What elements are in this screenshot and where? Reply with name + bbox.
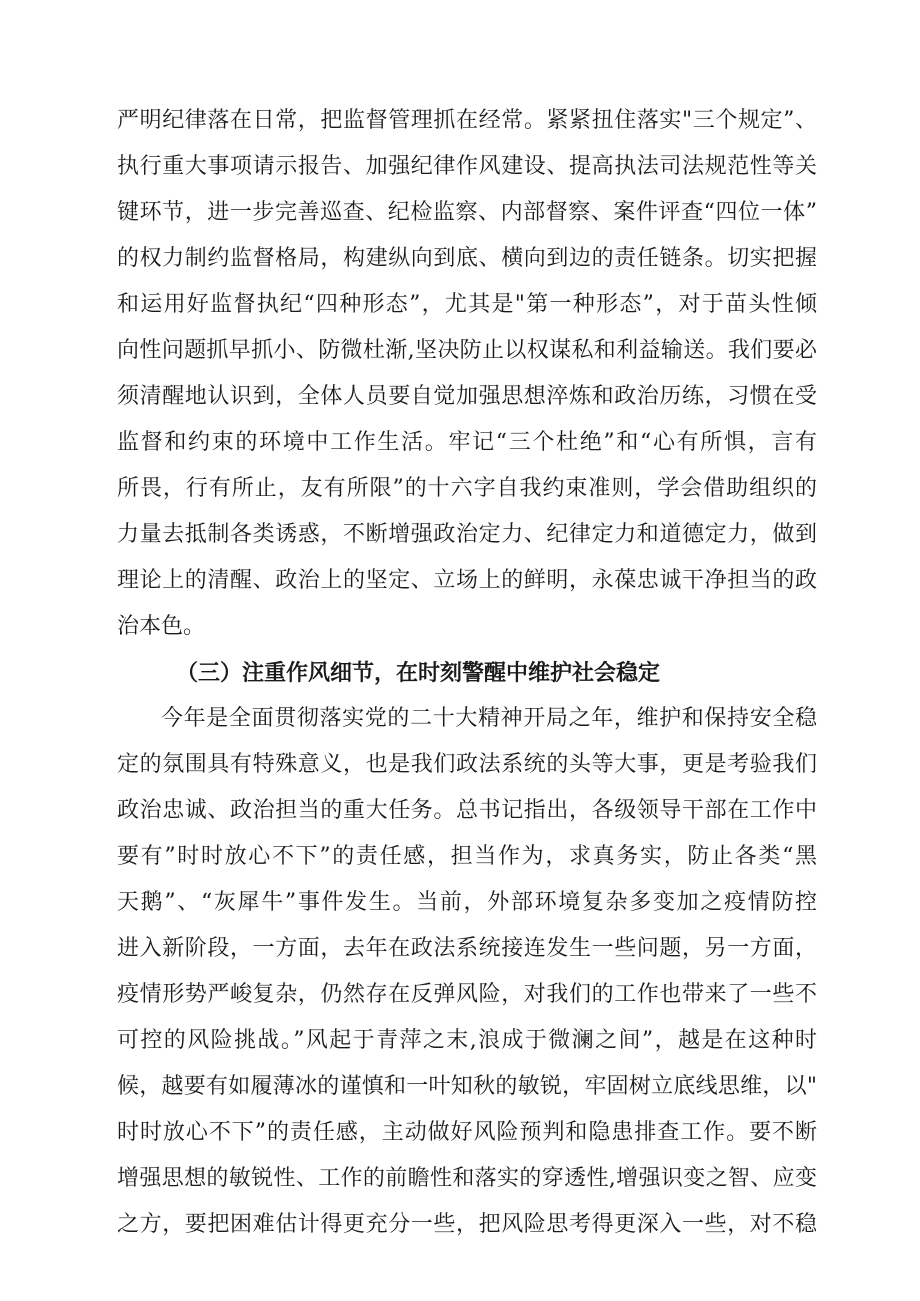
paragraph-line: 须清醒地认识到，全体人员要自觉加强思想淬炼和政治历练，习惯在受: [117, 384, 817, 409]
paragraph-line: 和运用好监督执纪“四种形态”，尤其是"第一种形态”，对于苗头性倾: [117, 292, 817, 317]
paragraph-line: 执行重大事项请示报告、加强纪律作风建设、提高执法司法规范性等关: [117, 154, 817, 179]
paragraph-line: 进入新阶段，一方面，去年在政法系统接连发生一些问题，另一方面，: [117, 936, 817, 961]
paragraph-line: 所畏，行有所止，友有所限”的十六字自我约束准则，学会借助组织的: [117, 476, 817, 501]
paragraph-line: 增强思想的敏锐性、工作的前瞻性和落实的穿透性,增强识变之智、应变: [117, 1166, 817, 1191]
paragraph-line: 今年是全面贯彻落实党的二十大精神开局之年，维护和保持安全稳: [161, 706, 817, 731]
paragraph-line: 理论上的清醒、政治上的坚定、立场上的鲜明，永葆忠诚干净担当的政: [117, 568, 817, 593]
paragraph-line: 可控的风险挑战。”风起于青萍之末,浪成于微澜之间”，越是在这种时: [117, 1028, 817, 1053]
paragraph-line: 时时放心不下”的责任感，主动做好风险预判和隐患排查工作。要不断: [117, 1120, 817, 1145]
paragraph-line: 政治忠诚、政治担当的重大任务。总书记指出，各级领导干部在工作中: [117, 798, 817, 823]
paragraph-line: 向性问题抓早抓小、防微杜渐,坚决防止以权谋私和利益输送。我们要必: [117, 338, 817, 363]
paragraph-line: 的权力制约监督格局，构建纵向到底、横向到边的责任链条。切实把握: [117, 246, 817, 271]
paragraph-line: 候，越要有如履薄冰的谨慎和一叶知秋的敏锐，牢固树立底线思维，以": [117, 1074, 817, 1099]
paragraph-line: 力量去抵制各类诱惑，不断增强政治定力、纪律定力和道德定力，做到: [117, 522, 817, 547]
paragraph-line: 要有”时时放心不下”的责任感，担当作为，求真务实，防止各类“黑: [117, 844, 817, 869]
paragraph-line: 键环节，进一步完善巡查、纪检监察、内部督察、案件评查“四位一体”: [117, 200, 817, 225]
paragraph-line: 监督和约束的环境中工作生活。牢记“三个杜绝”和“心有所惧，言有: [117, 430, 817, 455]
paragraph-line: 定的氛围具有特殊意义，也是我们政法系统的头等大事，更是考验我们: [117, 752, 817, 777]
paragraph-line: 疫情形势严峻复杂，仍然存在反弹风险，对我们的工作也带来了一些不: [117, 982, 817, 1007]
paragraph-line: 严明纪律落在日常，把监督管理抓在经常。紧紧扭住落实"三个规定”、: [117, 108, 817, 133]
paragraph-line: 天鹅”、“灰犀牛”事件发生。当前，外部环境复杂多变加之疫情防控: [117, 890, 817, 915]
section-heading: （三）注重作风细节，在时刻警醒中维护社会稳定: [176, 660, 661, 686]
paragraph-line: 治本色。: [117, 614, 206, 639]
paragraph-line: 之方，要把困难估计得更充分一些，把风险思考得更深入一些，对不稳: [117, 1212, 817, 1237]
